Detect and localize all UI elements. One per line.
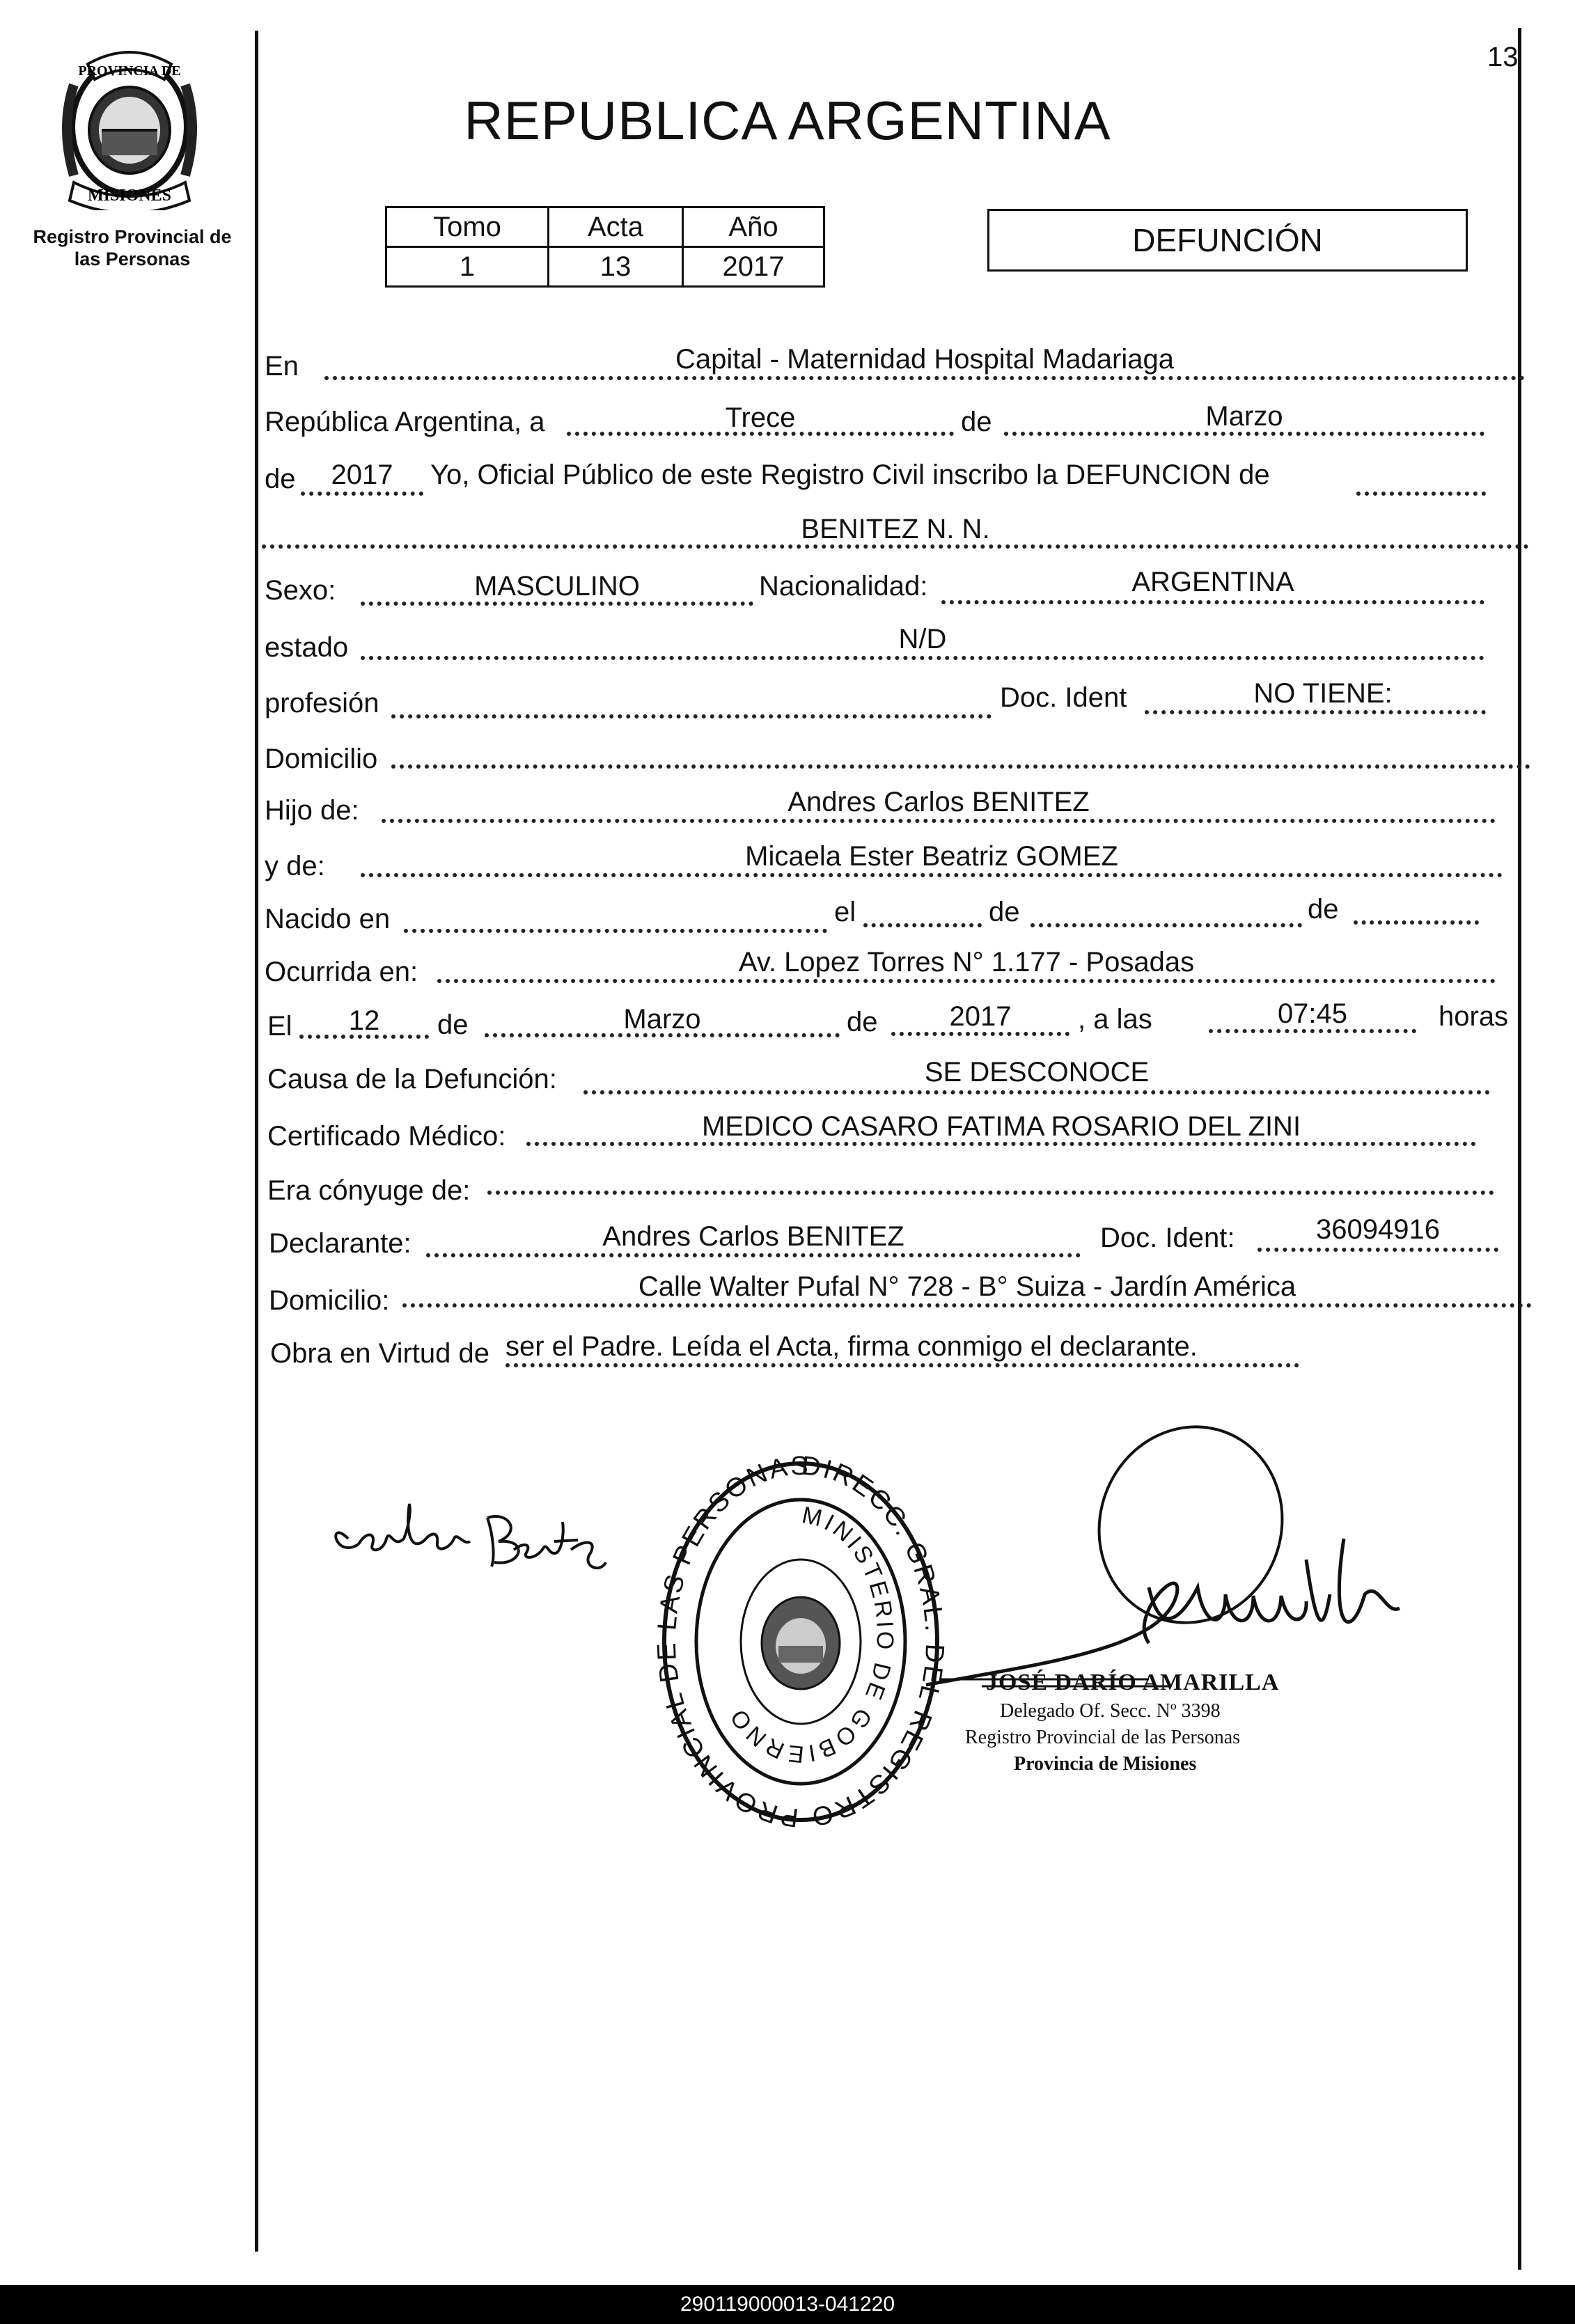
- fallecido-value: BENITEZ N. N.: [801, 514, 990, 544]
- oficial-end-line: [1356, 492, 1486, 496]
- de5-label: de: [437, 1010, 469, 1040]
- hora-line: [1209, 1029, 1416, 1033]
- causa-line: [583, 1090, 1490, 1094]
- en-label: En: [265, 351, 299, 382]
- registry-label: Registro Provincial de las Personas: [33, 226, 232, 270]
- declarante-label: Declarante:: [269, 1228, 412, 1259]
- de-label: de: [961, 407, 992, 437]
- registry-table-header-row: [386, 207, 824, 247]
- profesion-line: [391, 714, 992, 719]
- padre-value: Andres Carlos BENITEZ: [788, 787, 1090, 817]
- registry-value-tomo: 1: [386, 247, 549, 287]
- fallecido-line: [262, 544, 1529, 549]
- hora-value: 07:45: [1277, 998, 1348, 1029]
- ocurrida-value: Av. Lopez Torres N° 1.177 - Posadas: [738, 947, 1195, 978]
- ocurrida-line: [437, 979, 1496, 983]
- doc2-value: 36094916: [1316, 1214, 1440, 1245]
- registry-header-acta: Acta: [549, 207, 683, 247]
- left-margin-rule: [255, 31, 258, 2252]
- estado-line: [361, 656, 1484, 660]
- de2-label: de: [265, 464, 296, 494]
- estado-label: estado: [265, 632, 349, 663]
- conyuge-label: Era cónyuge de:: [267, 1175, 471, 1206]
- oficial-text: Yo, Oficial Público de este Registro Civil inscribo la DEFUNCION de: [430, 460, 1270, 490]
- page-title: REPUBLICA ARGENTINA: [464, 90, 1111, 151]
- dia-texto-value: Trece: [725, 402, 796, 433]
- horas-label: horas: [1439, 1001, 1509, 1032]
- causa-value: SE DESCONOCE: [924, 1057, 1150, 1088]
- doc-value: NO TIENE:: [1253, 678, 1393, 709]
- causa-label: Causa de la Defunción:: [267, 1064, 557, 1094]
- sexo-line: [361, 602, 753, 606]
- republica-label: República Argentina, a: [265, 407, 545, 437]
- de4-line: [1354, 920, 1479, 925]
- seal-outer-text: DIRECC. GRAL. DEL REGISTRO PROVINCIAL DE LAS PERSONAS: [655, 1454, 947, 1830]
- registry-header-tomo: Tomo: [386, 207, 549, 247]
- doc-label: Doc. Ident: [1000, 682, 1127, 713]
- domicilio2-label: Domicilio:: [269, 1285, 390, 1316]
- nacido-label: Nacido en: [265, 904, 391, 934]
- conyuge-line: [487, 1191, 1494, 1195]
- de6-label: de: [847, 1007, 878, 1037]
- doc2-line: [1257, 1248, 1498, 1252]
- domicilio-line: [391, 764, 1530, 769]
- domicilio2-line: [402, 1303, 1532, 1308]
- el-line: [863, 923, 982, 927]
- footer-barcode-text: 290119000013-041220: [0, 2285, 1575, 2324]
- declarante-line: [426, 1253, 1081, 1257]
- yde-label: y de:: [265, 851, 325, 881]
- seal-inner-text: MINISTERIO DE GOBIERNO: [723, 1501, 899, 1768]
- nacionalidad-label: Nacionalidad:: [759, 571, 928, 602]
- de3-label: de: [989, 897, 1020, 927]
- mes-texto-value: Marzo: [1205, 401, 1283, 432]
- de3-line: [1031, 923, 1302, 927]
- official-stamp: [965, 1670, 1397, 1775]
- dia-num-value: 12: [348, 1005, 380, 1036]
- declarant-signature: [327, 1490, 620, 1587]
- record-type: DEFUNCIÓN: [1132, 222, 1323, 258]
- hijo-label: Hijo de:: [265, 795, 359, 826]
- registry-value-acta: 13: [549, 247, 683, 287]
- lugar-value: Capital - Maternidad Hospital Madariaga: [675, 344, 1174, 375]
- registry-table: [385, 206, 825, 288]
- nacionalidad-line: [941, 600, 1484, 604]
- cert-line: [526, 1142, 1476, 1146]
- lugar-line: [324, 376, 1525, 380]
- official-signature: [898, 1420, 1427, 1713]
- ocurrida-label: Ocurrida en:: [265, 957, 418, 987]
- domicilio2-value: Calle Walter Pufal N° 728 - B° Suiza - Jardín América: [638, 1271, 1296, 1302]
- el2-label: El: [267, 1011, 292, 1042]
- anio-line: [301, 492, 423, 496]
- nacionalidad-value: ARGENTINA: [1131, 567, 1294, 597]
- sexo-value: MASCULINO: [474, 571, 640, 602]
- obra-text: ser el Padre. Leída el Acta, firma conmigo el declarante.: [506, 1331, 1198, 1362]
- de4-label: de: [1308, 894, 1339, 925]
- alas-label: , a las: [1078, 1004, 1152, 1035]
- cert-value: MEDICO CASARO FATIMA ROSARIO DEL ZINI: [701, 1111, 1301, 1142]
- anio2-value: 2017: [949, 1001, 1012, 1032]
- anio2-line: [891, 1032, 1069, 1036]
- mes2-value: Marzo: [623, 1004, 701, 1035]
- doc-line: [1145, 710, 1486, 714]
- mes-texto-line: [1004, 432, 1484, 436]
- madre-value: Micaela Ester Beatriz GOMEZ: [745, 841, 1118, 872]
- obra-label: Obra en Virtud de: [270, 1338, 490, 1369]
- obra-line: [506, 1363, 1299, 1367]
- anio-value: 2017: [331, 460, 393, 490]
- stamp-name: JOSÉ DARÍO AMARILLA: [986, 1670, 1280, 1695]
- registry-header-anio: Año: [683, 207, 824, 247]
- stamp-province: Provincia de Misiones: [1014, 1753, 1197, 1775]
- stamp-role: Delegado Of. Secc. Nº 3398: [1000, 1700, 1221, 1722]
- declarante-value: Andres Carlos BENITEZ: [602, 1221, 904, 1252]
- padre-line: [382, 819, 1496, 823]
- madre-line: [361, 873, 1503, 877]
- doc2-label: Doc. Ident:: [1100, 1223, 1235, 1253]
- record-type-box: [987, 209, 1468, 272]
- estado-value: N/D: [898, 624, 947, 654]
- registry-value-anio: 2017: [683, 247, 824, 287]
- stamp-registry: Registro Provincial de las Personas: [965, 1727, 1241, 1748]
- el-label: el: [834, 897, 856, 927]
- nacido-line: [404, 929, 827, 933]
- profesion-label: profesión: [265, 688, 379, 719]
- page-number: 13: [1487, 42, 1519, 72]
- logo-text-bottom: MISIONES: [87, 187, 172, 205]
- cert-label: Certificado Médico:: [267, 1121, 506, 1152]
- sexo-label: Sexo:: [265, 575, 336, 606]
- domicilio-label: Domicilio: [265, 744, 378, 774]
- registry-table-value-row: [386, 247, 824, 287]
- logo-text-top: PROVINCIA DE: [78, 63, 181, 79]
